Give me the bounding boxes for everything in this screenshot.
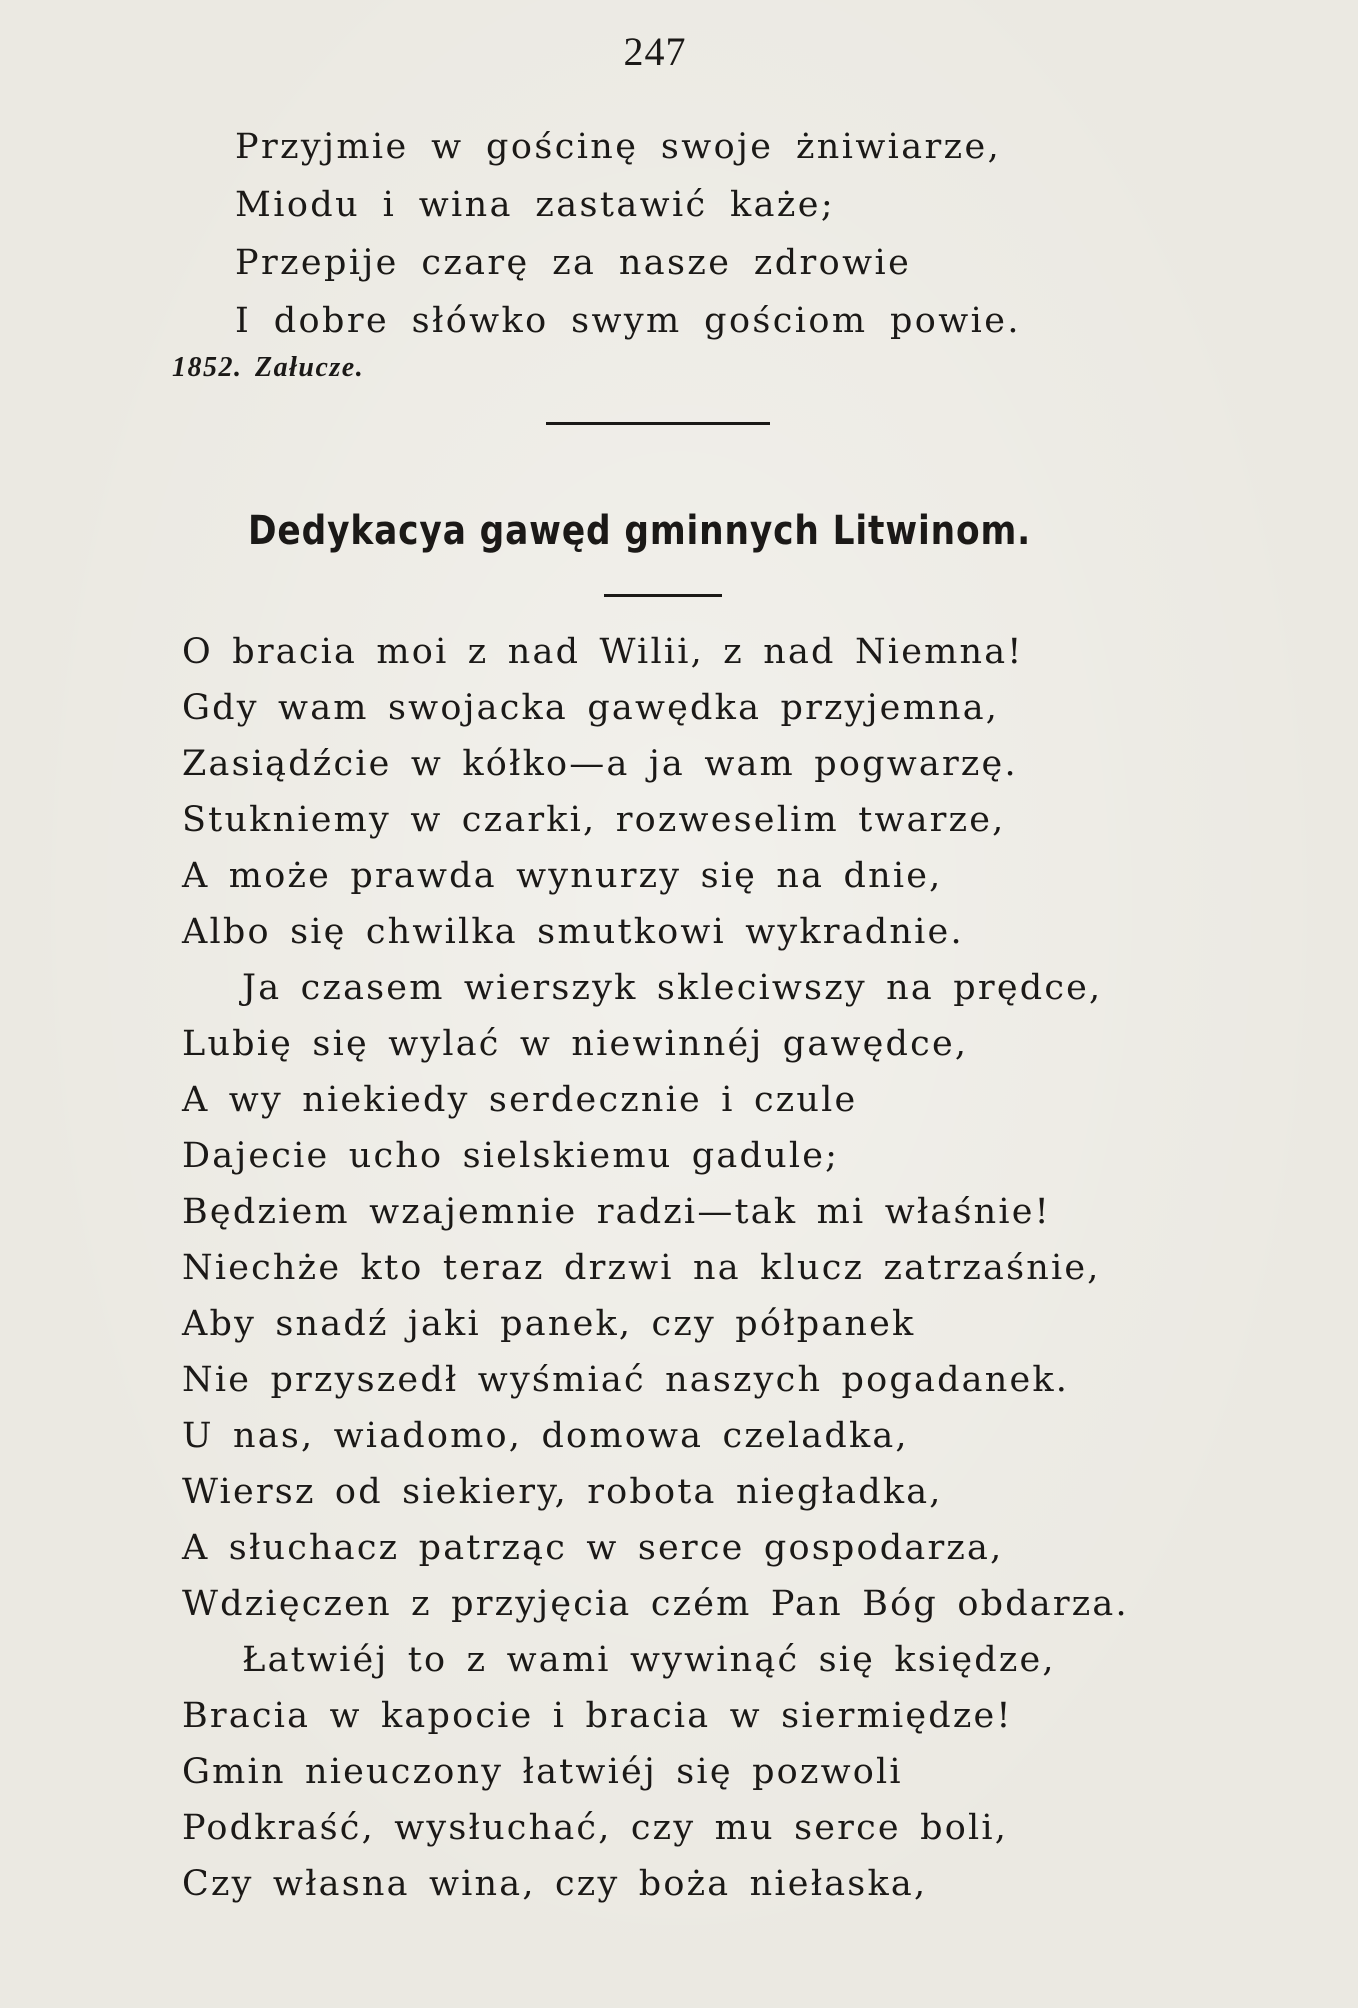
verse-line: Przepije czarę za nasze zdrowie xyxy=(235,243,912,283)
verse-line: Niechże kto teraz drzwi na klucz zatrzaśnie, xyxy=(182,1248,1101,1288)
date-and-place: 1852. Załucze. xyxy=(172,352,365,383)
verse-line: Wiersz od siekiery, robota niegładka, xyxy=(182,1472,943,1512)
verse-line: U nas, wiadomo, domowa czeladka, xyxy=(182,1416,909,1456)
title-divider xyxy=(604,594,722,597)
verse-line: I dobre słówko swym gościom powie. xyxy=(235,301,1021,341)
verse-line: Ja czasem wierszyk skleciwszy na prędce, xyxy=(242,968,1103,1008)
page-number: 247 xyxy=(623,29,687,74)
verse-line: Miodu i wina zastawić każe; xyxy=(235,185,836,225)
verse-line: Łatwiéj to z wami wywinąć się księdze, xyxy=(242,1640,1056,1680)
section-divider xyxy=(546,422,770,425)
verse-line: O bracia moi z nad Wilii, z nad Niemna! xyxy=(182,632,1024,672)
verse-line: Czy własna wina, czy boża niełaska, xyxy=(182,1864,928,1904)
verse-line: A wy niekiedy serdecznie i czule xyxy=(182,1080,858,1120)
verse-line: Lubię się wylać w niewinnéj gawędce, xyxy=(182,1024,969,1064)
verse-line: Wdzięczen z przyjęcia czém Pan Bóg obdarza. xyxy=(182,1584,1129,1624)
previous-poem-ending xyxy=(235,118,1021,350)
verse-line: Zasiądźcie w kółko—a ja wam pogwarzę. xyxy=(182,744,1018,784)
verse-line: Będziem wzajemnie radzi—tak mi właśnie! xyxy=(182,1192,1051,1232)
verse-line: Albo się chwilka smutkowi wykradnie. xyxy=(182,912,964,952)
verse-line: Stukniemy w czarki, rozweselim twarze, xyxy=(182,800,1006,840)
verse-line: Podkraść, wysłuchać, czy mu serce boli, xyxy=(182,1808,1009,1848)
verse-line: Gmin nieuczony łatwiéj się pozwoli xyxy=(182,1752,903,1792)
verse-line: Gdy wam swojacka gawędka przyjemna, xyxy=(182,688,1000,728)
verse-line: Bracia w kapocie i bracia w siermiędze! xyxy=(182,1696,1013,1736)
poem-title: Dedykacya gawęd gminnych Litwinom. xyxy=(248,508,1032,554)
verse-line: Przyjmie w gościnę swoje żniwiarze, xyxy=(235,127,1002,167)
poem-body xyxy=(182,624,1129,1912)
verse-line: Aby snadź jaki panek, czy półpanek xyxy=(182,1304,916,1344)
verse-line: A słuchacz patrząc w serce gospodarza, xyxy=(182,1528,1004,1568)
verse-line: A może prawda wynurzy się na dnie, xyxy=(182,856,943,896)
verse-line: Dajecie ucho sielskiemu gadule; xyxy=(182,1136,840,1176)
verse-line: Nie przyszedł wyśmiać naszych pogadanek. xyxy=(182,1360,1070,1400)
